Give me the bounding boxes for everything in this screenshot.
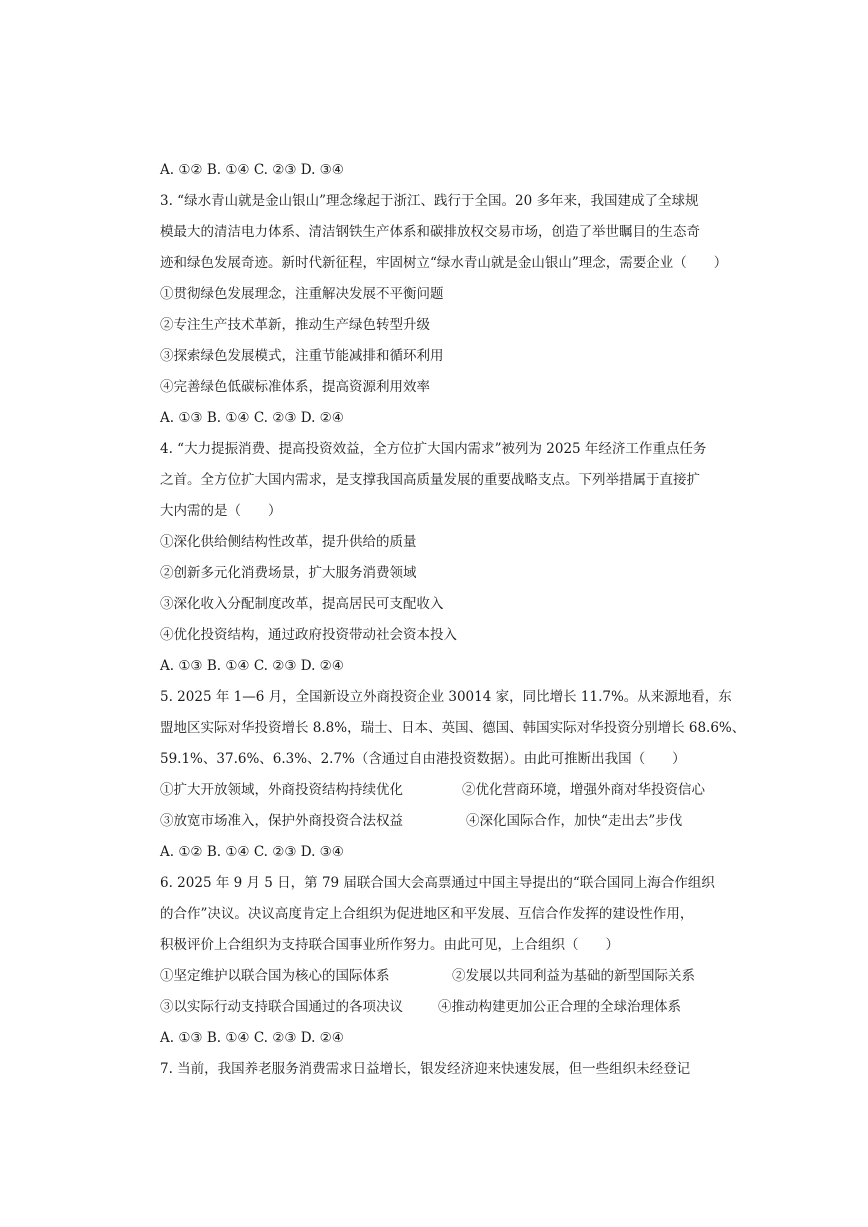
q5-option-2: ②优化营商环境，增强外商对华投资信心 — [462, 782, 705, 798]
q4-stem-line-1: 4. “大力提振消费、提高投资效益，全方位扩大国内需求”被列为 2025 年经济工作重点任务 — [160, 441, 707, 457]
q3-option-3: ③探索绿色发展模式，注重节能减排和循环利用 — [160, 348, 444, 364]
q6-option-4: ④推动构建更加公正合理的全球治理体系 — [438, 999, 681, 1015]
q4-option-1: ①深化供给侧结构性改革，提升供给的质量 — [160, 534, 417, 550]
q3-option-2: ②专注生产技术革新，推动生产绿色转型升级 — [160, 317, 430, 333]
q6-option-2: ②发展以共同利益为基础的新型国际关系 — [452, 968, 695, 984]
q4-option-2: ②创新多元化消费场景，扩大服务消费领域 — [160, 565, 417, 581]
q5-option-3: ③放宽市场准入，保护外商投资合法权益 — [160, 813, 403, 829]
q7-stem-line-1: 7. 当前，我国养老服务消费需求日益增长，银发经济迎来快速发展，但一些组织未经登记 — [160, 1061, 691, 1077]
q6-stem-line-1: 6. 2025 年 9 月 5 日，第 79 届联合国大会高票通过中国主导提出的“联合国同上海合作组织 — [160, 875, 715, 891]
q4-option-4: ④优化投资结构，通过政府投资带动社会资本投入 — [160, 627, 457, 643]
q4-option-3: ③深化收入分配制度改革，提高居民可支配收入 — [160, 596, 444, 612]
q3-option-4: ④完善绿色低碳标准体系，提高资源利用效率 — [160, 379, 430, 395]
q6-option-3: ③以实际行动支持联合国通过的各项决议 — [160, 999, 403, 1015]
q6-stem-line-3: 积极评价上合组织为支持联合国事业所作努力。由此可见，上合组织（ ） — [160, 937, 619, 953]
q5-stem-line-3: 59.1%、37.6%、6.3%、2.7%（含通过自由港投资数据）。由此可推断出我国（ ） — [160, 751, 686, 767]
q6-options-row-2 — [160, 998, 712, 1016]
q5-stem-line-1: 5. 2025 年 1—6 月，全国新设立外商投资企业 30014 家，同比增长 11.7%。从来源地看，东 — [160, 689, 732, 705]
q3-answer-choices: A. ①③ B. ①④ C. ②③ D. ②④ — [160, 410, 344, 426]
q5-options-row-1 — [160, 781, 712, 799]
q6-options-row-1 — [160, 967, 712, 985]
q5-option-4: ④深化国际合作，加快“走出去”步伐 — [466, 813, 683, 829]
q5-option-1: ①扩大开放领域，外商投资结构持续优化 — [160, 782, 403, 798]
q3-stem-line-3: 迹和绿色发展奇迹。新时代新征程，牢固树立“绿水青山就是金山银山”理念，需要企业（ ） — [160, 255, 728, 271]
q5-stem-line-2: 盟地区实际对华投资增长 8.8%，瑞士、日本、英国、德国、韩国实际对华投资分别增长 68.6%、 — [160, 720, 746, 736]
q6-stem-line-2: 的合作”决议。决议高度肯定上合组织为促进地区和平发展、互信合作发挥的建设性作用， — [160, 906, 694, 922]
q6-option-1: ①坚定维护以联合国为核心的国际体系 — [160, 968, 390, 984]
q4-answer-choices: A. ①③ B. ①④ C. ②③ D. ②④ — [160, 658, 344, 674]
q6-answer-choices: A. ①③ B. ①④ C. ②③ D. ②④ — [160, 1030, 344, 1046]
q3-stem-line-2: 模最大的清洁电力体系、清洁钢铁生产体系和碳排放权交易市场，创造了举世瞩目的生态奇 — [160, 224, 700, 240]
q5-options-row-2 — [160, 812, 712, 830]
q4-stem-line-2: 之首。全方位扩大国内需求，是支撑我国高质量发展的重要战略支点。下列举措属于直接扩 — [160, 472, 700, 488]
q5-answer-choices: A. ①② B. ①④ C. ②③ D. ③④ — [160, 844, 344, 860]
q3-stem-line-1: 3. “绿水青山就是金山银山”理念缘起于浙江、践行于全国。20 多年来，我国建成了全球规 — [160, 193, 699, 209]
q3-option-1: ①贯彻绿色发展理念，注重解决发展不平衡问题 — [160, 286, 444, 302]
q2-answer-choices: A. ①② B. ①④ C. ②③ D. ③④ — [160, 162, 344, 178]
q4-stem-line-3: 大内需的是（ ） — [160, 503, 282, 519]
